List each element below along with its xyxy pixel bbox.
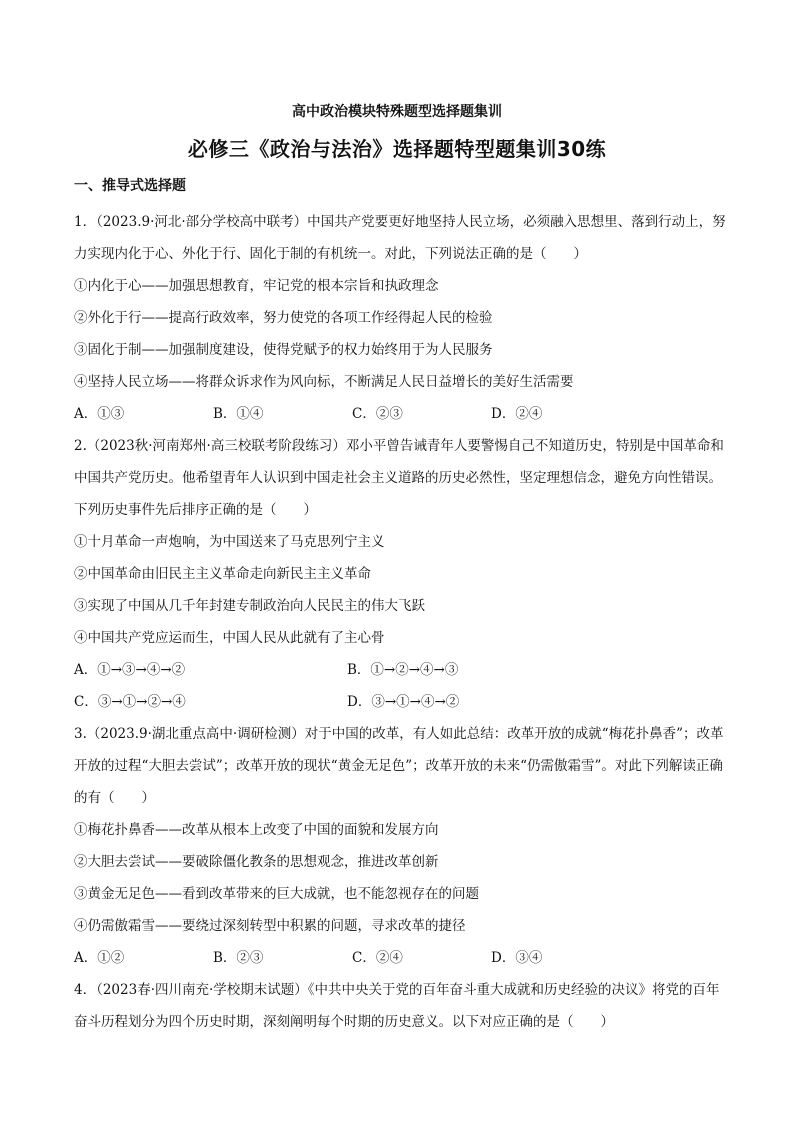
statement-item: ①十月革命一声炮响，为中国送来了马克思列宁主义 [74, 534, 385, 550]
statement-item: ①梅花扑鼻香——改革从根本上改变了中国的面貌和发展方向 [74, 822, 439, 838]
statement-item: ④坚持人民立场——将群众诉求作为风向标，不断满足人民日益增长的美好生活需要 [74, 374, 574, 390]
answer-options [74, 398, 729, 430]
question-2 [74, 430, 729, 718]
option-c: C．③→①→②→④ [74, 694, 186, 710]
question-stem: 1．（2023.9·河北·部分学校高中联考）中国共产党要更好地坚持人民立场，必须融入思想里、落到行动上，努力实现内化于心、外化于行、固化于制的有机统一。对此，下列说法正确的是（ ） [74, 214, 726, 262]
option-a: A．①→③→④→② [74, 662, 186, 678]
question-3 [74, 718, 729, 974]
statement-item: ③黄金无足色——看到改革带来的巨大成就，也不能忽视存在的问题 [74, 886, 479, 902]
question-4 [74, 974, 729, 1038]
answer-options [74, 686, 729, 718]
statement-item: ②外化于行——提高行政效率，努力使党的各项工作经得起人民的检验 [74, 310, 493, 326]
question-stem: 4．（2023春·四川南充·学校期末试题）《中共中央关于党的百年奋斗重大成就和历史经验的决议》将党的百年奋斗历程划分为四个历史时期，深刻阐明每个时期的历史意义。以下对应正确的是（ ） [74, 982, 720, 1030]
option-c: C．②③ [352, 406, 403, 422]
question-stem: 3.（2023.9·湖北重点高中·调研检测）对于中国的改革，有人如此总结：改革开放的成就“梅花扑鼻香”；改革开放的过程“大胆去尝试”；改革开放的现状“黄金无足色”；改革开放的未来“仍需傲霜雪”。对此下列解读正确的有（ ） [74, 726, 724, 806]
option-d: D．③→①→④→② [347, 694, 460, 710]
question-1 [74, 206, 729, 430]
statement-item: ③实现了中国从几千年封建专制政治向人民民主的伟大飞跃 [74, 598, 425, 614]
statement-item: ②大胆去尝试——要破除僵化教条的思想观念，推进改革创新 [74, 854, 439, 870]
option-c: C．②④ [352, 950, 403, 966]
option-d: D．③④ [491, 950, 543, 966]
option-b: B．①→②→④→③ [347, 662, 459, 678]
option-a: A．①③ [74, 406, 125, 422]
statement-item: ②中国革命由旧民主主义革命走向新民主主义革命 [74, 566, 371, 582]
document-subtitle: 高中政治模块特殊题型选择题集训 [292, 104, 502, 120]
statement-item: ③固化于制——加强制度建设，使得党赋予的权力始终用于为人民服务 [74, 342, 493, 358]
statement-item: ①内化于心——加强思想教育，牢记党的根本宗旨和执政理念 [74, 278, 439, 294]
statement-item: ④仍需傲霜雪——要绕过深刻转型中积累的问题，寻求改革的捷径 [74, 918, 466, 934]
statement-item: ④中国共产党应运而生，中国人民从此就有了主心骨 [74, 630, 385, 646]
option-b: B．①④ [213, 406, 264, 422]
section-heading: 一、推导式选择题 [74, 178, 186, 194]
question-list [74, 206, 729, 1038]
option-b: B．②③ [213, 950, 264, 966]
question-stem: 2.（2023秋·河南郑州·高三校联考阶段练习）邓小平曾告诫青年人要警惕自己不知道历史，特别是中国革命和中国共产党历史。他希望青年人认识到中国走社会主义道路的历史必然性，坚定理想信念，避免方向性错误。下列历史事件先后排序正确的是（ ） [74, 438, 724, 518]
answer-options [74, 654, 729, 686]
option-a: A．①② [74, 950, 125, 966]
option-d: D．②④ [491, 406, 543, 422]
answer-options [74, 942, 729, 974]
document-title: 必修三《政治与法治》选择题特型题集训30练 [187, 137, 607, 161]
